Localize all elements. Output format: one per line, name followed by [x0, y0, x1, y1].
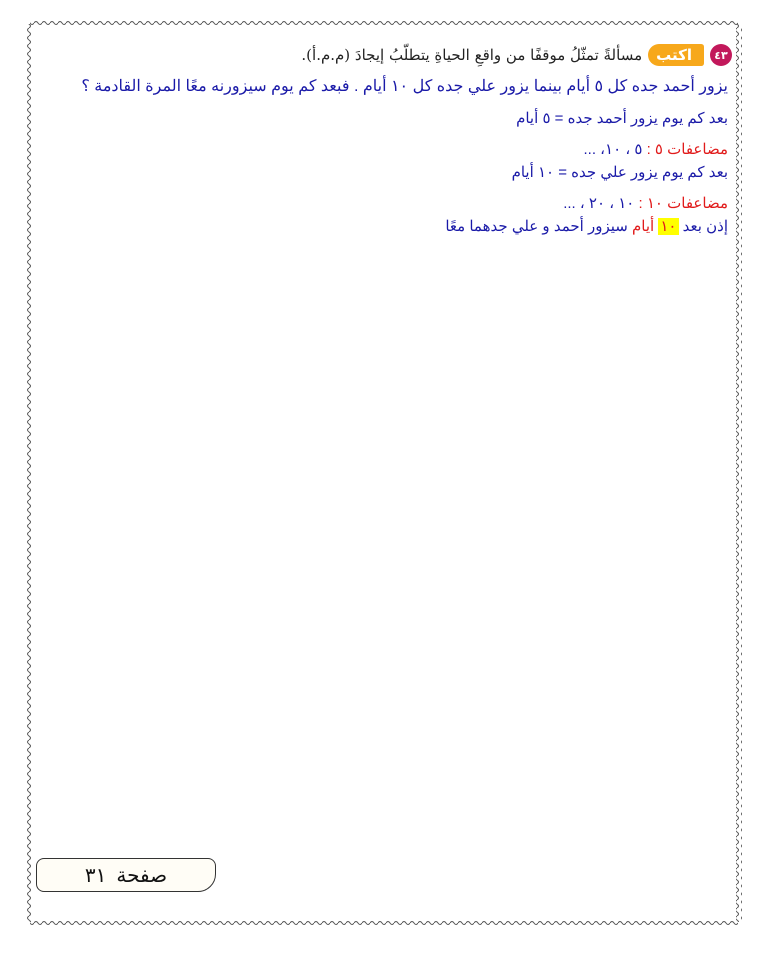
multiples-of-10-label: مضاعفات ١٠ :: [638, 195, 728, 212]
multiples-of-5-label: مضاعفات ٥ :: [646, 141, 728, 158]
multiples-of-5-values: ٥ ، ١٠، ...: [583, 141, 643, 158]
solution-line-1: بعد كم يوم يزور أحمد جده = ٥ أيام: [516, 110, 728, 127]
multiples-of-5: [40, 138, 728, 161]
solution-line-2: بعد كم يوم يزور علي جده = ١٠ أيام: [511, 164, 728, 181]
question-number-badge: ٤٣: [710, 44, 732, 66]
write-badge: اكتب: [648, 44, 704, 66]
question-header: [40, 40, 732, 70]
page-label-text: صفحة: [116, 863, 168, 887]
problem-statement: يزور أحمد جده كل ٥ أيام بينما يزور علي جده كل ١٠ أيام . فبعد كم يوم سيزورنه معًا المرة القادمة ؟: [81, 78, 728, 95]
multiples-of-10-values: ١٠ ، ٢٠ ، ...: [563, 195, 635, 212]
page-number: ٣١: [84, 863, 107, 887]
conclusion-highlight: ١٠: [660, 218, 677, 235]
page-number-label: [36, 858, 216, 892]
worksheet-content: [40, 40, 728, 238]
conclusion-line: [40, 215, 728, 238]
conclusion-unit: أيام: [632, 218, 655, 235]
question-prompt: مسألةً تمثّلُ موقفًا من واقعِ الحياةِ يتطلّبُ إيجادَ (م.م.أ).: [301, 46, 643, 64]
multiples-of-10: [40, 192, 728, 215]
conclusion-suffix: سيزور أحمد و علي جدهما معًا: [445, 218, 628, 235]
conclusion-prefix: إذن بعد: [682, 218, 728, 235]
